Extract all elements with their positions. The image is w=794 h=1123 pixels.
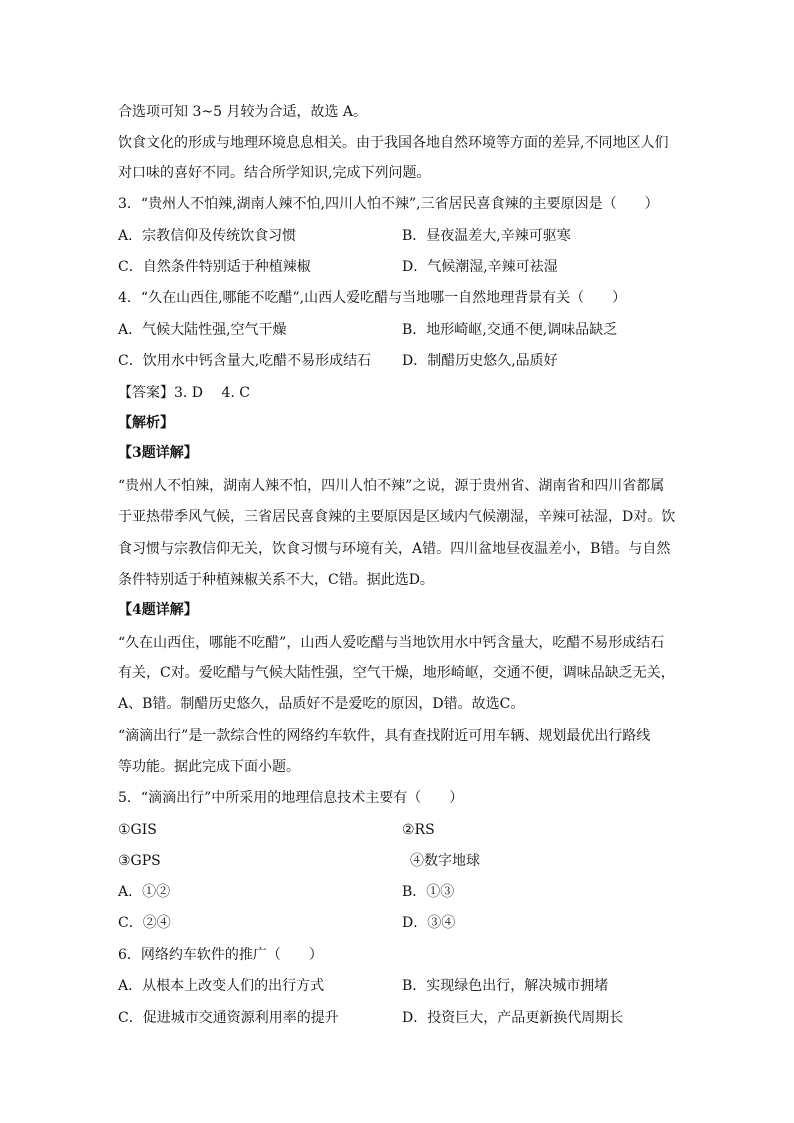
question-4-stem: 4．“久在山西住,哪能不吃醋”,山西人爱吃醋与当地哪一自然地理背景有关（ ）	[118, 290, 627, 306]
question-5-item-1: ①GIS	[118, 822, 157, 838]
question-3-option-d: D．气候潮湿,辛辣可祛湿	[402, 259, 558, 275]
question-4-detail-line-1: “久在山西住，哪能不吃醋”，山西人爱吃醋与当地饮用水中钙含量大，吃醋不易形成结石	[118, 635, 665, 651]
question-5-option-d: D．③④	[402, 915, 456, 931]
question-5-option-b: B．①③	[402, 884, 455, 900]
question-3-stem: 3．“贵州人不怕辣,湖南人辣不怕,四川人怕不辣”,三省居民喜食辣的主要原因是（ ）	[118, 196, 659, 212]
question-5-item-4: ④数字地球	[410, 853, 480, 869]
question-4-option-c: C．饮用水中钙含量大,吃醋不易形成结石	[118, 353, 372, 369]
question-3-detail-line-3: 食习惯与宗教信仰无关，饮食习惯与环境有关，A错。四川盆地昼夜温差小，B错。与自然	[118, 541, 671, 557]
intro-line: 合选项可知 3~5 月较为合适，故选 A。	[118, 104, 368, 120]
question-4-option-b: B．地形崎岖,交通不便,调味品缺乏	[402, 322, 618, 338]
question-5-item-2: ②RS	[402, 822, 435, 838]
question-3-option-b: B．昼夜温差大,辛辣可驱寒	[402, 228, 571, 244]
question-5-items-row-2	[118, 851, 678, 871]
question-6-stem: 6．网络约车软件的推广（ ）	[118, 947, 323, 963]
question-3-option-c: C．自然条件特别适于种植辣椒	[118, 259, 311, 275]
question-4-options-row-1	[118, 320, 678, 340]
question-4-options-row-2	[118, 351, 678, 371]
question-5-option-a: A．①②	[118, 884, 171, 900]
question-4-detail-line-3: A、B错。制醋历史悠久，品质好不是爱吃的原因，D错。故选C。	[118, 696, 525, 712]
passage2-line-1: “滴滴出行”是一款综合性的网络约车软件，具有查找附近可用车辆、规划最优出行路线	[118, 728, 651, 744]
question-3-detail-line-1: “贵州人不怕辣，湖南人辣不怕，四川人怕不辣”之说，源于贵州省、湖南省和四川省都属	[118, 478, 665, 494]
question-3-detail-line-4: 条件特别适于种植辣椒关系不大，C错。据此选D。	[118, 572, 434, 588]
question-3-option-a: A．宗教信仰及传统饮食习惯	[118, 228, 297, 244]
question-5-items-row-1	[118, 820, 678, 840]
question-5-stem: 5．“滴滴出行”中所采用的地理信息技术主要有（ ）	[118, 790, 464, 806]
question-4-option-a: A．气候大陆性强,空气干燥	[118, 322, 287, 338]
question-3-detail-heading: 【3题详解】	[118, 445, 198, 461]
answer-line: 【答案】3. D 4. C	[118, 385, 251, 401]
question-6-option-a: A．从根本上改变人们的出行方式	[118, 978, 325, 994]
question-6-option-d: D．投资巨大，产品更新换代周期长	[402, 1010, 624, 1026]
question-5-option-c: C．②④	[118, 915, 171, 931]
question-6-option-c: C．促进城市交通资源利用率的提升	[118, 1010, 339, 1026]
question-5-options-row-1	[118, 882, 678, 902]
question-4-detail-heading: 【4题详解】	[118, 602, 198, 618]
passage1-line-1: 饮食文化的形成与地理环境息息相关。由于我国各地自然环境等方面的差异,不同地区人们	[118, 135, 669, 151]
question-3-options-row-2	[118, 257, 678, 277]
question-3-detail-line-2: 于亚热带季风气候，三省居民喜食辣的主要原因是区域内气候潮湿，辛辣可祛湿，D对。饮	[118, 509, 676, 525]
question-5-options-row-2	[118, 913, 678, 933]
question-6-options-row-1	[118, 976, 678, 996]
question-6-options-row-2	[118, 1008, 678, 1028]
question-3-options-row-1	[118, 226, 678, 246]
question-4-option-d: D．制醋历史悠久,品质好	[402, 353, 558, 369]
question-6-option-b: B．实现绿色出行，解决城市拥堵	[402, 978, 609, 994]
passage2-line-2: 等功能。据此完成下面小题。	[118, 759, 300, 775]
question-4-detail-line-2: 有关，C对。爱吃醋与气候大陆性强，空气干燥，地形崎岖，交通不便，调味品缺乏无关，	[118, 665, 675, 681]
analysis-heading: 【解析】	[118, 415, 174, 431]
question-5-item-3: ③GPS	[118, 853, 161, 869]
passage1-line-2: 对口味的喜好不同。结合所学知识,完成下列问题。	[118, 165, 431, 181]
